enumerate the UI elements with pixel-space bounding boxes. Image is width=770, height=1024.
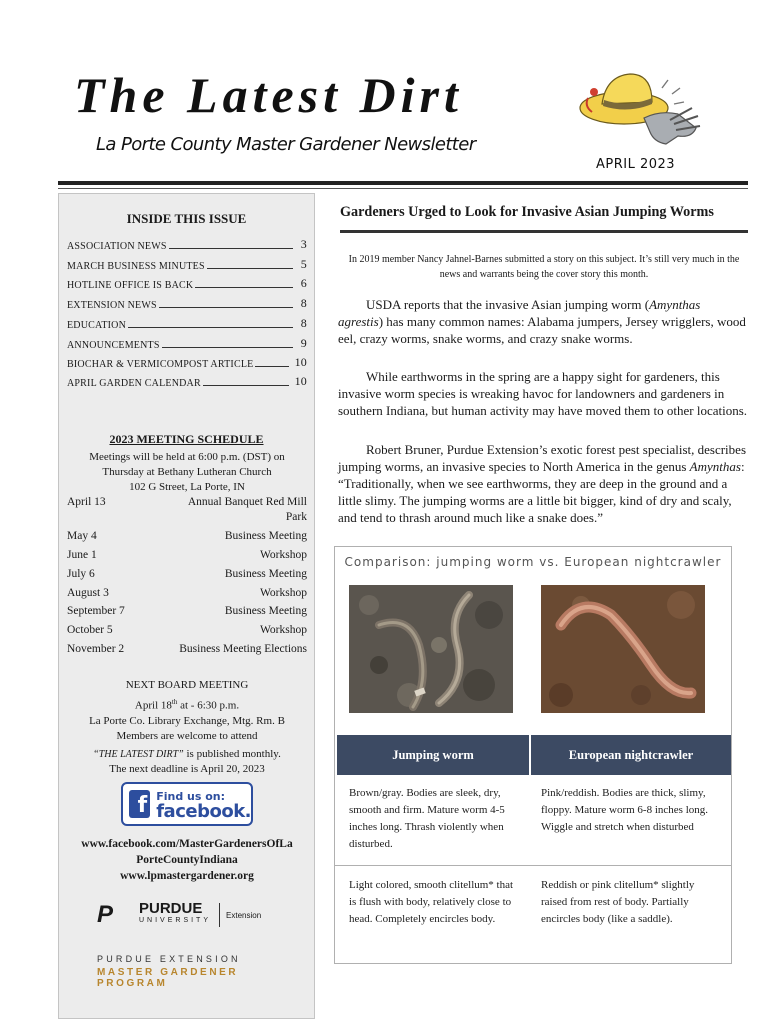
comparison-cell: Pink/reddish. Bodies are thick, slimy, floppy. Mature worm 6-8 inches long. Wiggle and stretch when disturbed — [541, 787, 709, 833]
program-line-2: MASTER GARDENER PROGRAM — [97, 967, 239, 989]
web-links — [67, 836, 307, 884]
toc-item[interactable]: HOTLINE OFFICE IS BACK 6 — [67, 276, 307, 291]
purdue-p-icon: P — [97, 903, 135, 927]
board-meeting: NEXT BOARD MEETING April 18th at - 6:30 p.m. La Porte Co. Library Exchange, Mtg. Rm. B Members are welcome to attend “THE LATEST DIRT” is published monthly. The next deadline is April 20, 2023 — [89, 679, 285, 775]
comparison-box — [334, 546, 732, 964]
facebook-link[interactable]: www.facebook.com/MasterGardenersOfLa — [81, 838, 293, 850]
comparison-cell: Brown/gray. Bodies are sleek, dry, smooth and firm. Mature worm 4-5 inches long. Thrash violently when disturbed. — [349, 787, 505, 850]
column-header-nightcrawler: European nightcrawler — [531, 735, 731, 775]
newsletter-title: The Latest Dirt — [74, 67, 463, 123]
comparison-cell: Reddish or pink clitellum* slightly raised from rest of body. Partially encircles body (like a saddle). — [541, 879, 695, 925]
facebook-icon: f — [129, 790, 150, 818]
toc-item[interactable]: EDUCATION 8 — [67, 316, 307, 331]
newsletter-subtitle: La Porte County Master Gardener Newsletter — [96, 134, 476, 155]
straw-hat-gloves-illustration — [574, 58, 704, 152]
program-line-1: PURDUE EXTENSION — [97, 954, 241, 964]
toc-heading: INSIDE THIS ISSUE — [126, 211, 247, 226]
meeting-info: Meetings will be held at 6:00 p.m. (DST) on Thursday at Bethany Lutheran Church 102 G Street, La Porte, IN — [89, 451, 285, 493]
article-paragraph: USDA reports that the invasive Asian jumping worm (Amynthas agrestis) has many common names: Alabama jumpers, Jersey wrigglers, wood eel, crazy worms, snake worms, and crazy snake worms. — [338, 297, 746, 346]
website-link[interactable]: www.lpmastergardener.org — [120, 870, 254, 882]
masthead-rule-thin — [58, 188, 748, 189]
toc-item[interactable]: EXTENSION NEWS 8 — [67, 296, 307, 311]
article-title: Gardeners Urged to Look for Invasive Asian Jumping Worms — [340, 204, 714, 220]
toc-item[interactable]: ANNOUNCEMENTS 9 — [67, 336, 307, 351]
jumping-worm-photo — [349, 585, 513, 713]
column-header-jumping-worm: Jumping worm — [337, 735, 529, 775]
toc-item[interactable]: APRIL GARDEN CALENDAR 10 — [67, 374, 307, 389]
sidebar: INSIDE THIS ISSUE ASSOCIATION NEWS 3 MARCH BUSINESS MINUTES 5 HOTLINE OFFICE IS BACK 6 EXTENSION NEWS 8 EDUCATION 8 ANNOUNCEMENTS 9 BIOCHAR & VERMICOMPOST ARTICLE 10 APRIL GARDEN CALENDAR 10 2023 MEETING SCHEDULE Meetings will be held at 6:00 p.m. (DST) on Thursday at Bethany Lutheran Church 102 G Street, La Porte, IN April 13 Annual Banquet Red Mill Park May 4 Business Meeting June 1 Workshop July 6 Business Meeting August 3 Workshop September 7 Business Meeting October 5 Workshop November 2 Business Meeting Elections NEXT BOARD MEETING April 18th at - 6:30 p.m. La Porte Co. Library Exchange, Mtg. Rm. B Members are welcome to attend “THE LATEST DIRT” is published monthly. The next deadline is April 20, 2023 f Find us on: facebook. www.facebook.com/MasterGardenersOfLa PorteCountyIndiana www.lpmastergardener.org P PURDUE UNIVERSITY Extension PURDUE EXTENSION MASTER GARDENER PROGRAM — [58, 193, 315, 1019]
schedule-heading: 2023 MEETING SCHEDULE — [109, 432, 264, 446]
toc-item[interactable]: MARCH BUSINESS MINUTES 5 — [67, 257, 307, 272]
issue-date: APRIL 2023 — [596, 157, 676, 172]
article-intro: In 2019 member Nancy Jahnel-Barnes submitted a story on this subject. It’s still very much in the news and warrants being the cover story this month. — [348, 254, 740, 280]
article-paragraph: While earthworms in the spring are a happy sight for gardeners, this invasive worm species is wreaking havoc for landowners and gardeners in southern Indiana, but human activity may have moved them to other locations. — [338, 369, 748, 418]
masthead-rule — [58, 181, 748, 185]
comparison-cell: Light colored, smooth clitellum* that is flush with body, relatively close to head. Completely encircles body. — [349, 879, 514, 925]
facebook-link-cont[interactable]: PorteCountyIndiana — [136, 854, 238, 866]
comparison-title: Comparison: jumping worm vs. European nightcrawler — [344, 555, 722, 569]
nightcrawler-photo — [541, 585, 705, 713]
facebook-badge[interactable]: f Find us on: facebook. — [121, 782, 253, 826]
table-divider — [335, 865, 731, 866]
toc-item[interactable]: ASSOCIATION NEWS 3 — [67, 237, 307, 252]
article-rule — [340, 230, 748, 233]
purdue-logo: P PURDUE UNIVERSITY Extension — [97, 900, 262, 928]
toc-item[interactable]: BIOCHAR & VERMICOMPOST ARTICLE 10 — [67, 355, 307, 370]
article-paragraph: Robert Bruner, Purdue Extension’s exotic forest pest specialist, describes jumping worms, an invasive species to North America in the genus Amynthas: “Traditionally, when we see earthworms, they are deep in the ground and a little slimy. The jumping worms are a little bit bigger, kind of dry and scaly, and tend to thrash around much like a snake does.” — [338, 442, 747, 525]
